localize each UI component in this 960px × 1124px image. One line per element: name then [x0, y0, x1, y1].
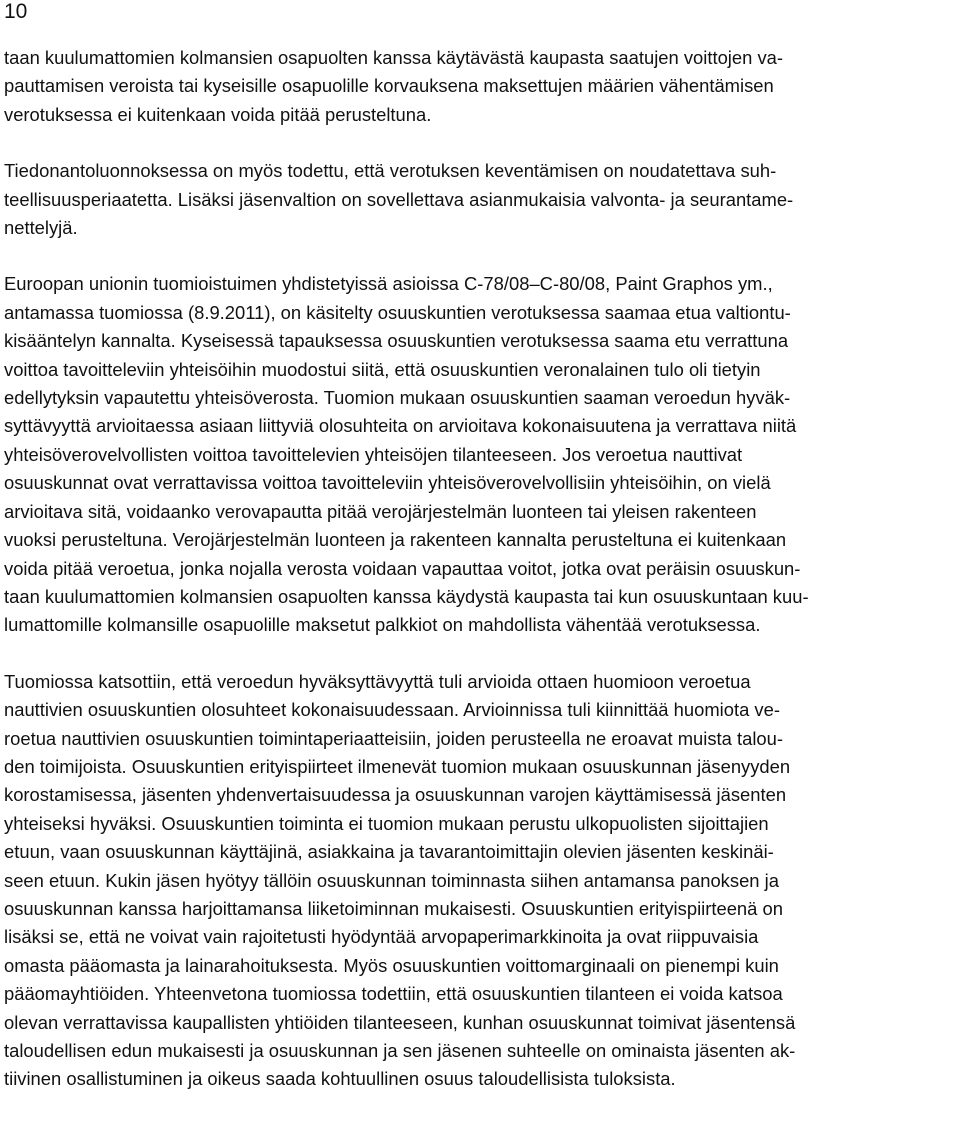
- text-line: nettelyjä.: [4, 217, 78, 239]
- text-line: antamassa tuomiossa (8.9.2011), on käsitelty osuuskuntien verotuksessa saamaa etua valtiontu-: [4, 301, 791, 323]
- text-line: Euroopan unionin tuomioistuimen yhdistetyissä asioissa C‑78/08–C‑80/08, Paint Graphos ym.,: [4, 273, 773, 295]
- text-line: arvioitava sitä, voidaanko verovapautta pitää verojärjestelmän luonteen tai yleisen rakenteen: [4, 500, 757, 522]
- text-line: lisäksi se, että ne voivat vain rajoitetusti hyödyntää arvopaperimarkkinoita ja ovat riippuvaisia: [4, 926, 759, 948]
- text-line: etuun, vaan osuuskunnan käyttäjinä, asiakkaina ja tavarantoimittajin olevien jäsenten keskinäi-: [4, 841, 774, 863]
- text-line: verotuksessa ei kuitenkaan voida pitää perusteltuna.: [4, 103, 432, 125]
- text-line: osuuskunnan kanssa harjoittamansa liiketoiminnan mukaisesti. Osuuskuntien erityispiirteenä on: [4, 897, 783, 919]
- paragraph-4: [4, 668, 956, 1094]
- text-line: taloudellisen edun mukaisesti ja osuuskunnan ja sen jäsenen suhteelle on ominaista jäsenten ak-: [4, 1040, 796, 1061]
- text-line: yhteisöverovelvollisten voittoa tavoittelevien yhteisöjen tilanteeseen. Jos veroetua nauttivat: [4, 443, 743, 465]
- document-body: [4, 44, 956, 1122]
- text-line: omasta pääomasta ja lainarahoituksesta. Myös osuuskuntien voittomarginaali on pienempi kuin: [4, 954, 779, 976]
- text-line: tiivinen osallistuminen ja oikeus saada kohtuullinen osuus taloudellisista tuloksista.: [4, 1068, 676, 1090]
- text-line: voittoa tavoitteleviin yhteisöihin muodostui siitä, että osuuskuntien veronalainen tulo oli tietyin: [4, 358, 761, 380]
- text-line: edellytyksin vapautettu yhteisöverosta. Tuomion mukaan osuuskuntien saaman veroedun hyväk-: [4, 387, 791, 409]
- text-line: osuuskunnat ovat verrattavissa voittoa tavoitteleviin yhteisöverovelvollisiin yhteisöihin, on vielä: [4, 472, 771, 494]
- text-line: lumattomille kolmansille osapuolille maksetut palkkiot on mahdollista vähentää verotuksessa.: [4, 614, 761, 636]
- text-line: nauttivien osuuskuntien olosuhteet kokonaisuudessaan. Arvioinnissa tuli kiinnittää huomiota ve-: [4, 699, 780, 721]
- page-number: 10: [4, 0, 28, 23]
- text-line: vuoksi perusteltuna. Verojärjestelmän luonteen ja rakenteen kannalta perusteltuna ei kuitenkaan: [4, 529, 787, 551]
- text-line: voida pitää veroetua, jonka nojalla verosta voidaan vapauttaa voitot, jotka ovat peräisin osuuskun-: [4, 557, 801, 579]
- text-line: Tiedonantoluonnoksessa on myös todettu, että verotuksen keventämisen on noudatettava suh-: [4, 160, 777, 182]
- text-line: Tuomiossa katsottiin, että veroedun hyväksyttävyyttä tuli arvioida ottaen huomioon veroetua: [4, 670, 751, 692]
- paragraph-1: [4, 44, 956, 129]
- text-line: seen etuun. Kukin jäsen hyötyy tällöin osuuskunnan toiminnasta siihen antamansa panoksen ja: [4, 869, 779, 891]
- paragraph-2: [4, 157, 956, 242]
- text-line: taan kuulumattomien kolmansien osapuolten kanssa käytävästä kaupasta saatujen voittojen va-: [4, 47, 784, 68]
- text-line: pääomayhtiöiden. Yhteenvetona tuomiossa todettiin, että osuuskuntien tilanteen ei voida katsoa: [4, 983, 783, 1005]
- text-line: olevan verrattavissa kaupallisten yhtiöiden tilanteeseen, kunhan osuuskunnat toimivat jäsentensä: [4, 1011, 796, 1033]
- text-line: yhteiseksi hyväksi. Osuuskuntien toiminta ei tuomion mukaan perustu ulkopuolisten sijoittajien: [4, 812, 769, 834]
- text-line: den toimijoista. Osuuskuntien erityispiirteet ilmenevät tuomion mukaan osuuskunnan jäsenyyden: [4, 755, 791, 777]
- text-line: korostamisessa, jäsenten yhdenvertaisuudessa ja osuuskunnan varojen käyttämisessä jäsenten: [4, 784, 787, 806]
- paragraph-3: [4, 270, 956, 639]
- text-line: roetua nauttivien osuuskuntien toimintaperiaatteisiin, joiden perusteella ne eroavat muista talou-: [4, 727, 784, 749]
- text-line: syttävyyttä arvioitaessa asiaan liittyviä olosuhteita on arvioitava kokonaisuutena ja verrattava niitä: [4, 415, 797, 437]
- text-line: teellisuusperiaatetta. Lisäksi jäsenvaltion on sovellettava asianmukaisia valvonta- ja seurantame-: [4, 188, 794, 210]
- text-line: kisääntelyn kannalta. Kyseisessä tapauksessa osuuskuntien verotuksessa saama etu verrattuna: [4, 330, 789, 352]
- text-line: taan kuulumattomien kolmansien osapuolten kanssa käydystä kaupasta tai kun osuuskuntaan kuu-: [4, 585, 809, 607]
- text-line: pauttamisen veroista tai kyseisille osapuolille korvauksena maksettujen määrien vähentämisen: [4, 75, 774, 97]
